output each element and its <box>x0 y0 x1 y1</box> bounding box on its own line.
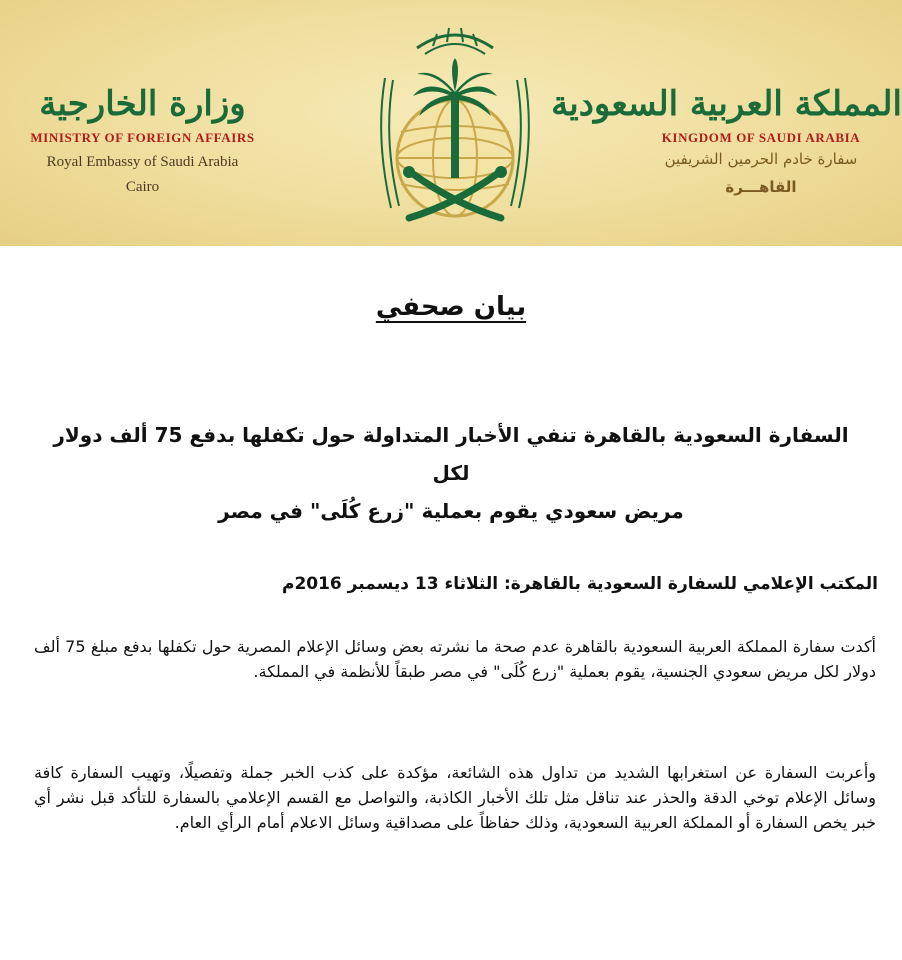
ministry-english-name: MINISTRY OF FOREIGN AFFAIRS <box>30 130 255 145</box>
headline-line-1: السفارة السعودية بالقاهرة تنفي الأخبار المتداولة حول تكفلها بدفع 75 ألف دولار لكل <box>53 423 849 485</box>
dateline: المكتب الإعلامي للسفارة السعودية بالقاهرة: الثلاثاء 13 ديسمبر 2016م <box>281 574 878 594</box>
embassy-city: Cairo <box>125 179 160 195</box>
press-headline <box>40 416 862 530</box>
letterhead-banner <box>0 0 902 246</box>
ministry-block <box>10 82 275 196</box>
document-title: بيان صحفي <box>375 292 527 322</box>
kingdom-arabic-name: المملكة العربية السعودية <box>551 84 902 124</box>
embassy-arabic-city: القاهـــرة <box>725 178 797 196</box>
embassy-arabic-name: سفارة خادم الحرمين الشريفين <box>664 150 858 168</box>
ministry-arabic-name: وزارة الخارجية <box>39 84 246 124</box>
shahada-calligraphy-icon <box>417 28 493 54</box>
body-paragraph-2: وأعربت السفارة عن استغرابها الشديد من تداول هذه الشائعة، مؤكدة على كذب الخبر جملة وتفصيلًا، وتهيب السفارة كافة وسائل الإعلام توخي الدقة والحذر عند تناقل مثل تلك الأخبار الكاذبة، والتواصل مع القسم الإعلامي بالسفارة للتأكد قبل نشر أي خبر يخص السفارة أو المملكة العربية السعودية، وذلك حفاظاً على مصداقية وسائل الاعلام أمام الرأي العام. <box>34 763 876 832</box>
kingdom-english-name: KINGDOM OF SAUDI ARABIA <box>661 130 861 145</box>
body-paragraph-1: أكدت سفارة المملكة العربية السعودية بالقاهرة عدم صحة ما نشرته بعض وسائل الإعلام المصرية حول تكفلها بدفع مبلغ 75 ألف دولار لكل مريض سعودي الجنسية، يقوم بعملية "زرع كُلَى" في مصر طبقاً للأنظمة في المملكة. <box>34 637 877 681</box>
headline-line-2: مريض سعودي يقوم بعملية "زرع كُلَى" في مصر <box>218 499 684 523</box>
kingdom-block <box>551 82 902 196</box>
saudi-emblem-icon <box>355 8 555 244</box>
embassy-english-name: Royal Embassy of Saudi Arabia <box>46 154 239 170</box>
